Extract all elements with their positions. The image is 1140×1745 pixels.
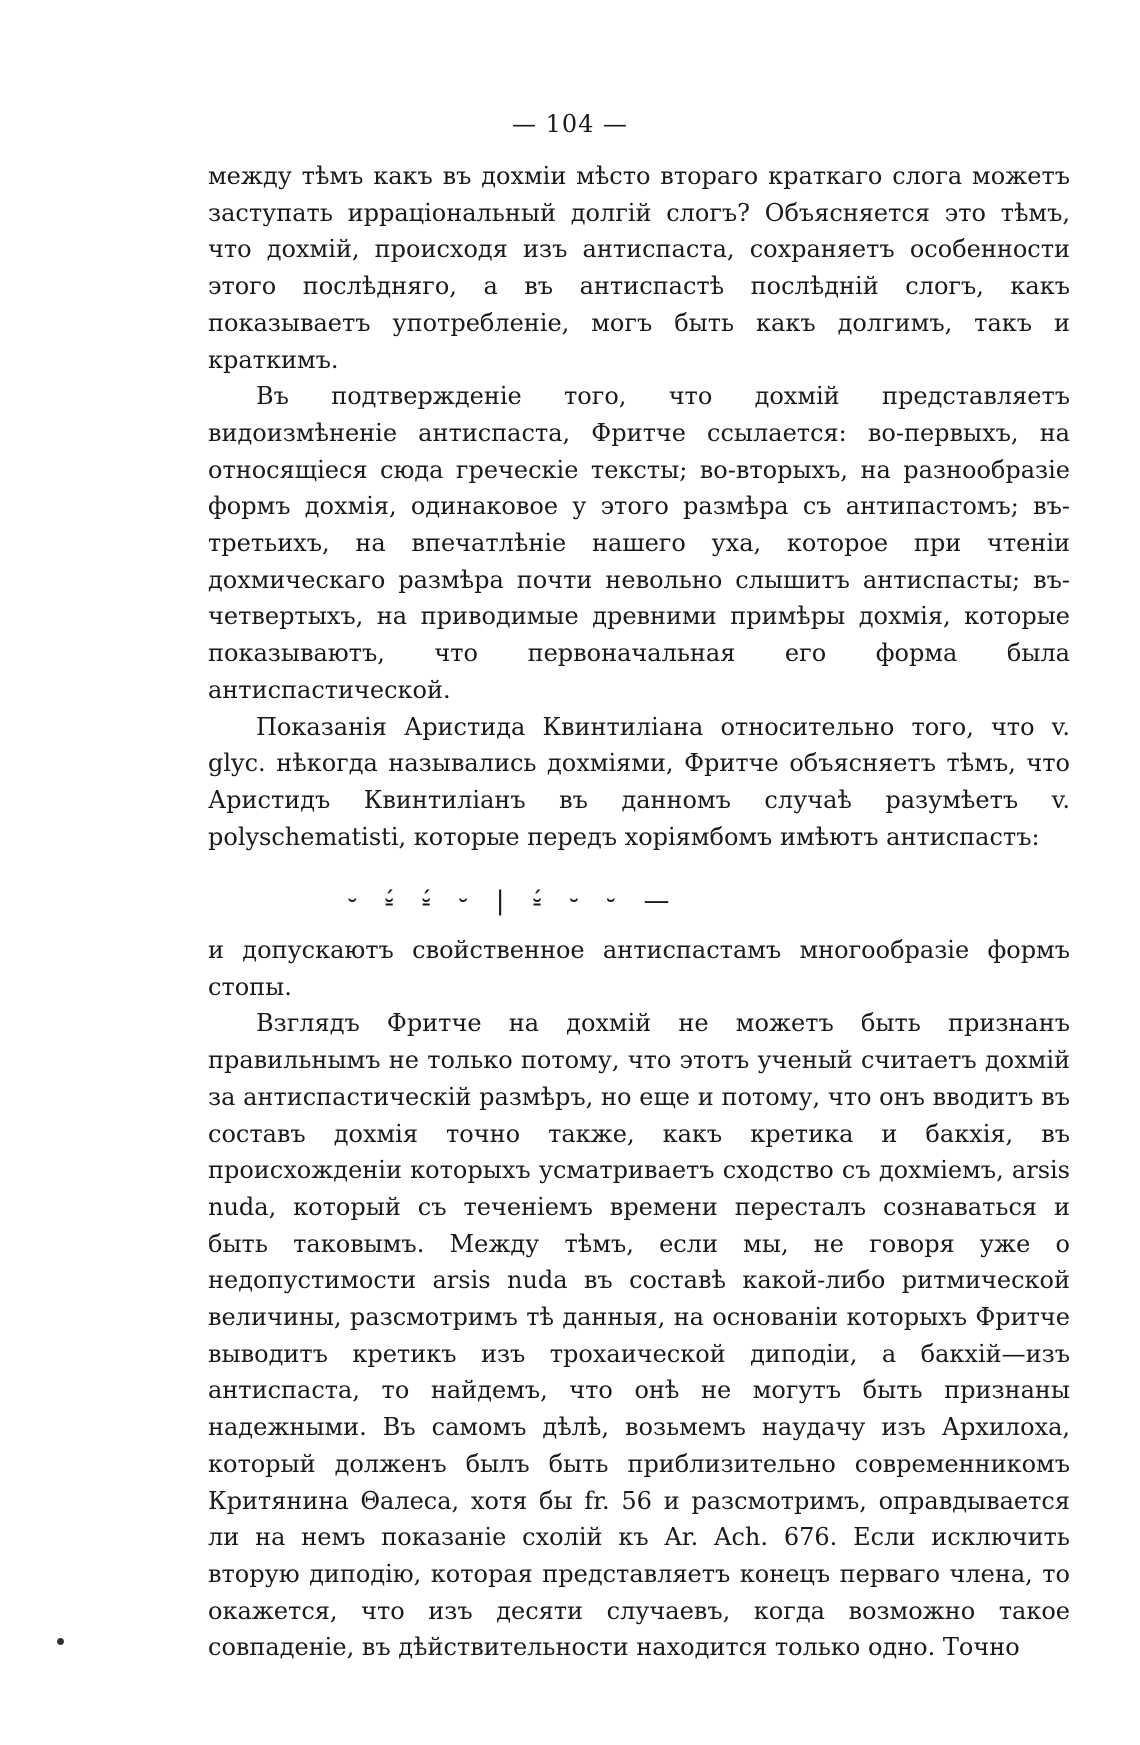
scan-speck xyxy=(57,1638,64,1645)
paragraph: Показанія Аристида Квинтиліана относительно того, что v. glyc. нѣкогда назывались дохміями, Фритче объясняетъ тѣмъ, что Аристидъ Квинтиліанъ въ данномъ случаѣ разумѣетъ v. polyschematisti, которые передъ хоріямбомъ имѣютъ антиспастъ: xyxy=(208,712,1070,851)
paragraph: Въ подтвержденіе того, что дохмій представляетъ видоизмѣненіе антиспаста, Фритче ссылается: во-первыхъ, на относящіеся сюда греческіе тексты; во-вторыхъ, на разнообразіе формъ дохмія, одинаковое у этого размѣра съ антипастомъ; въ-третьихъ, на впечатлѣніе нашего уха, которое при чтеніи дохмическаго размѣра почти невольно слышитъ антиспасты; въ-четвертыхъ, на приводимые древними примѣры дохмія, которые показываютъ, что первоначальная его форма была антиспастической. xyxy=(208,382,1070,704)
paragraph-continued: между тѣмъ какъ въ дохміи мѣсто втораго краткаго слога можетъ заступать ирраціональный долгій слогъ? Объясняется это тѣмъ, что дохмій, происходя изъ антиспаста, сохраняетъ особенности этого послѣдняго, а въ антиспастѣ послѣдній слогъ, какъ показываетъ употребленіе, могъ быть какъ долгимъ, такъ и краткимъ. xyxy=(208,162,1070,374)
metrical-scheme: ⏑ ⏓́ ⏓́ ⏑ | ⏓́ ⏑ ⏑ — xyxy=(348,886,680,917)
paragraph: и допускаютъ свойственное антиспастамъ многообразіе формъ стопы. xyxy=(208,936,1070,1001)
paragraph: Взглядъ Фритче на дохмій не можетъ быть признанъ правильнымъ не только потому, что этотъ ученый считаетъ дохмій за антиспастическій размѣръ, но еще и потому, что онъ вводитъ въ составъ дохмія точно также, какъ кретика и бакхія, въ происхожденіи которыхъ усматриваетъ сходство съ дохміемъ, arsis nuda, который съ теченіемъ времени пересталъ сознаваться и быть таковымъ. Между тѣмъ, если мы, не говоря уже о недопустимости arsis nuda въ составѣ какой-либо ритмической величины, разсмотримъ тѣ данныя, на основаніи которыхъ Фритче выводитъ кретикъ изъ трохаической диподіи, а бакхій—изъ антиспаста, то найдемъ, что онѣ не могутъ быть признаны надежными. Въ самомъ дѣлѣ, возьмемъ наудачу изъ Архилоха, который долженъ былъ быть приблизительно современникомъ Критянина Θалеса, хотя бы fr. 56 и разсмотримъ, оправдывается ли на немъ показаніе схолій къ Ar. Ach. 676. Если исключить вторую диподію, которая представляетъ конецъ перваго члена, то окажется, что изъ десяти случаевъ, когда возможно такое совпаденіе, въ дѣйствительности находится только одно. Точно xyxy=(208,1009,1070,1662)
body-text xyxy=(208,158,1070,1666)
page-number: — 104 — xyxy=(511,110,629,138)
